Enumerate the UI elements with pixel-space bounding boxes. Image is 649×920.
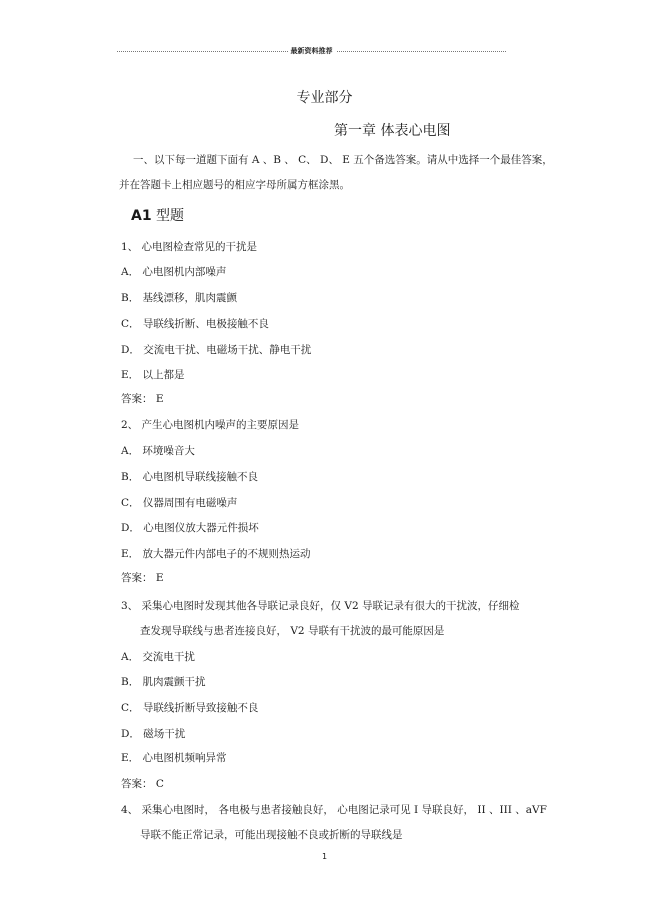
question-3-option-d: D． 磁场干扰 xyxy=(121,728,186,740)
question-1-option-a: A． 心电图机内部噪声 xyxy=(121,266,227,278)
question-4-stem: 4、 采集心电图时， 各电极与患者接触良好， 心电图记录可见 I 导联良好， II 、III 、aVF xyxy=(121,804,547,816)
question-1-option-e: E． 以上都是 xyxy=(121,369,185,381)
question-type-text: 型题 xyxy=(156,208,185,224)
header-label: 最新资料推荐 xyxy=(288,44,336,58)
question-2-stem: 2、 产生心电图机内噪声的主要原因是 xyxy=(121,419,300,431)
question-3-stem: 3、 采集心电图时发现其他各导联记录良好，仅 V2 导联记录有很大的干扰波，仔细检 xyxy=(121,600,520,612)
question-1-option-c: C． 导联线折断、电极接触不良 xyxy=(121,318,269,330)
question-type-code: A1 xyxy=(131,208,152,224)
question-3-option-a: A． 交流电干扰 xyxy=(121,651,195,663)
question-3-option-c: C． 导联线折断导致接触不良 xyxy=(121,702,259,714)
question-3-answer: 答案： C xyxy=(121,778,164,790)
question-2-answer: 答案： E xyxy=(121,572,164,584)
question-2-option-d: D． 心电图仪放大器元件损坏 xyxy=(121,522,259,534)
intro-line-2: 并在答题卡上相应题号的相应字母所属方框涂黑。 xyxy=(119,179,350,191)
question-1-answer: 答案： E xyxy=(121,393,164,405)
intro-line-1: 一、以下每一道题下面有 A 、B 、 C、 D、 E 五个备选答案。请从中选择一个最佳答案， xyxy=(133,154,553,166)
question-1-option-d: D． 交流电干扰、电磁场干扰、静电干扰 xyxy=(121,344,312,356)
question-2-option-a: A． 环境噪音大 xyxy=(121,445,195,457)
question-3-stem-continued: 查发现导联线与患者连接良好， V2 导联有干扰波的最可能原因是 xyxy=(140,625,445,637)
page-number: 1 xyxy=(321,852,328,861)
question-3-option-b: B． 肌肉震颤干扰 xyxy=(121,676,206,688)
page-header xyxy=(117,44,506,58)
question-1-stem: 1、 心电图检查常见的干扰是 xyxy=(121,241,258,253)
question-2-option-b: B． 心电图机导联线接触不良 xyxy=(121,471,259,483)
question-type-heading xyxy=(131,207,184,225)
question-3-option-e: E． 心电图机频响异常 xyxy=(121,752,227,764)
question-4-stem-continued: 导联不能正常记录，可能出现接触不良或折断的导联线是 xyxy=(140,829,403,841)
question-2-option-e: E． 放大器元件内部电子的不规则热运动 xyxy=(121,548,311,560)
section-title: 专业部分 xyxy=(296,90,353,106)
question-2-option-c: C． 仪器周围有电磁噪声 xyxy=(121,497,238,509)
chapter-title: 第一章 体表心电图 xyxy=(334,123,451,139)
question-1-option-b: B． 基线漂移，肌肉震颤 xyxy=(121,292,238,304)
